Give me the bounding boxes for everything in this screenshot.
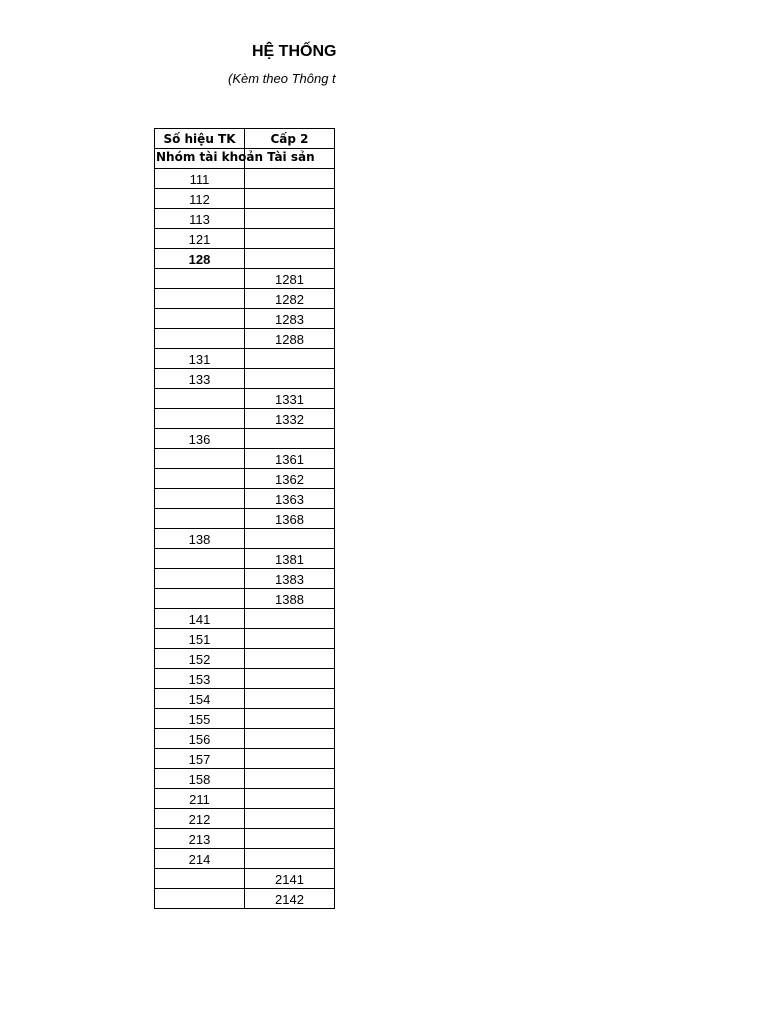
level-2-cell[interactable] — [245, 689, 335, 709]
table-row — [155, 329, 335, 349]
account-number-cell[interactable]: 131 — [155, 349, 245, 369]
account-table-body — [155, 129, 335, 909]
table-row — [155, 649, 335, 669]
level-2-cell[interactable]: 1281 — [245, 269, 335, 289]
account-number-cell[interactable] — [155, 269, 245, 289]
account-number-cell[interactable]: 151 — [155, 629, 245, 649]
level-2-cell[interactable] — [245, 809, 335, 829]
level-2-cell[interactable]: 1363 — [245, 489, 335, 509]
level-2-cell[interactable]: 1368 — [245, 509, 335, 529]
group-row — [155, 149, 335, 169]
table-row — [155, 669, 335, 689]
account-number-cell[interactable] — [155, 869, 245, 889]
level-2-cell[interactable]: 2142 — [245, 889, 335, 909]
account-number-cell[interactable]: 152 — [155, 649, 245, 669]
document-subtitle-area — [200, 70, 335, 88]
level-2-cell[interactable]: 1288 — [245, 329, 335, 349]
account-number-cell[interactable]: 111 — [155, 169, 245, 189]
level-2-cell[interactable] — [245, 349, 335, 369]
table-row — [155, 269, 335, 289]
group-cell[interactable] — [155, 149, 315, 169]
table-row — [155, 689, 335, 709]
table-row — [155, 629, 335, 649]
level-2-cell[interactable] — [245, 249, 335, 269]
level-2-cell[interactable] — [245, 709, 335, 729]
account-number-cell[interactable] — [155, 469, 245, 489]
level-2-cell[interactable]: 1383 — [245, 569, 335, 589]
account-number-cell[interactable]: 112 — [155, 189, 245, 209]
account-number-cell[interactable] — [155, 289, 245, 309]
level-2-cell[interactable] — [245, 789, 335, 809]
account-number-cell[interactable]: 133 — [155, 369, 245, 389]
account-number-cell[interactable]: 153 — [155, 669, 245, 689]
table-row — [155, 589, 335, 609]
column-header-account-number[interactable]: Số hiệu TK — [155, 129, 245, 149]
account-number-cell[interactable]: 136 — [155, 429, 245, 449]
table-row — [155, 229, 335, 249]
account-number-cell[interactable] — [155, 329, 245, 349]
table-row — [155, 849, 335, 869]
table-row — [155, 469, 335, 489]
table-row — [155, 809, 335, 829]
account-number-cell[interactable] — [155, 889, 245, 909]
document-title-area — [200, 43, 337, 68]
account-number-cell[interactable] — [155, 309, 245, 329]
level-2-cell[interactable] — [245, 529, 335, 549]
table-row — [155, 209, 335, 229]
account-number-cell[interactable] — [155, 589, 245, 609]
account-number-cell[interactable] — [155, 409, 245, 429]
table-row — [155, 249, 335, 269]
table-row — [155, 889, 335, 909]
account-number-cell[interactable]: 214 — [155, 849, 245, 869]
level-2-cell[interactable]: 1331 — [245, 389, 335, 409]
account-number-cell[interactable]: 155 — [155, 709, 245, 729]
level-2-cell[interactable]: 1388 — [245, 589, 335, 609]
document-subtitle: (Kèm theo Thông t — [228, 71, 336, 86]
level-2-cell[interactable]: 2141 — [245, 869, 335, 889]
table-row — [155, 389, 335, 409]
level-2-cell[interactable] — [245, 649, 335, 669]
level-2-cell[interactable]: 1283 — [245, 309, 335, 329]
level-2-cell[interactable]: 1361 — [245, 449, 335, 469]
table-row — [155, 409, 335, 429]
table-row — [155, 169, 335, 189]
level-2-cell[interactable] — [245, 189, 335, 209]
level-2-cell[interactable]: 1362 — [245, 469, 335, 489]
account-number-cell[interactable] — [155, 389, 245, 409]
level-2-cell[interactable] — [245, 209, 335, 229]
table-row — [155, 349, 335, 369]
table-row — [155, 569, 335, 589]
table-row — [155, 489, 335, 509]
document-title: HỆ THỐNG — [252, 43, 337, 60]
table-row — [155, 449, 335, 469]
account-number-cell[interactable]: 113 — [155, 209, 245, 229]
account-number-cell[interactable]: 213 — [155, 829, 245, 849]
table-row — [155, 609, 335, 629]
level-2-cell[interactable] — [245, 609, 335, 629]
account-number-cell[interactable]: 121 — [155, 229, 245, 249]
table-row — [155, 789, 335, 809]
table-row — [155, 549, 335, 569]
level-2-cell[interactable] — [245, 829, 335, 849]
account-number-cell[interactable] — [155, 549, 245, 569]
table-row — [155, 429, 335, 449]
table-row — [155, 869, 335, 889]
column-header-level-2[interactable]: Cấp 2 — [245, 129, 335, 149]
table-row — [155, 769, 335, 789]
account-number-cell[interactable]: 128 — [155, 249, 245, 269]
account-number-cell[interactable] — [155, 569, 245, 589]
level-2-cell[interactable]: 1381 — [245, 549, 335, 569]
account-table — [154, 128, 335, 909]
level-2-cell[interactable]: 1282 — [245, 289, 335, 309]
level-2-cell[interactable]: 1332 — [245, 409, 335, 429]
table-row — [155, 189, 335, 209]
account-number-cell[interactable]: 157 — [155, 749, 245, 769]
level-2-cell[interactable] — [245, 169, 335, 189]
account-number-cell[interactable]: 158 — [155, 769, 245, 789]
account-number-cell[interactable]: 212 — [155, 809, 245, 829]
account-number-cell[interactable] — [155, 509, 245, 529]
account-number-cell[interactable]: 141 — [155, 609, 245, 629]
level-2-cell[interactable] — [245, 429, 335, 449]
table-row — [155, 729, 335, 749]
level-2-cell[interactable] — [245, 369, 335, 389]
account-number-cell[interactable]: 154 — [155, 689, 245, 709]
account-number-cell[interactable]: 211 — [155, 789, 245, 809]
level-2-cell[interactable] — [245, 629, 335, 649]
table-row — [155, 529, 335, 549]
level-2-cell[interactable] — [245, 749, 335, 769]
table-row — [155, 309, 335, 329]
level-2-cell[interactable] — [245, 729, 335, 749]
account-number-cell[interactable] — [155, 489, 245, 509]
table-row — [155, 749, 335, 769]
table-header-row — [155, 129, 335, 149]
level-2-cell[interactable] — [245, 669, 335, 689]
account-number-cell[interactable] — [155, 449, 245, 469]
level-2-cell[interactable] — [245, 769, 335, 789]
level-2-cell[interactable] — [245, 229, 335, 249]
table-row — [155, 509, 335, 529]
table-row — [155, 709, 335, 729]
table-row — [155, 829, 335, 849]
account-number-cell[interactable]: 156 — [155, 729, 245, 749]
table-row — [155, 289, 335, 309]
account-number-cell[interactable]: 138 — [155, 529, 245, 549]
group-label: Nhóm tài khoản Tài sản — [156, 150, 315, 164]
level-2-cell[interactable] — [245, 849, 335, 869]
table-row — [155, 369, 335, 389]
